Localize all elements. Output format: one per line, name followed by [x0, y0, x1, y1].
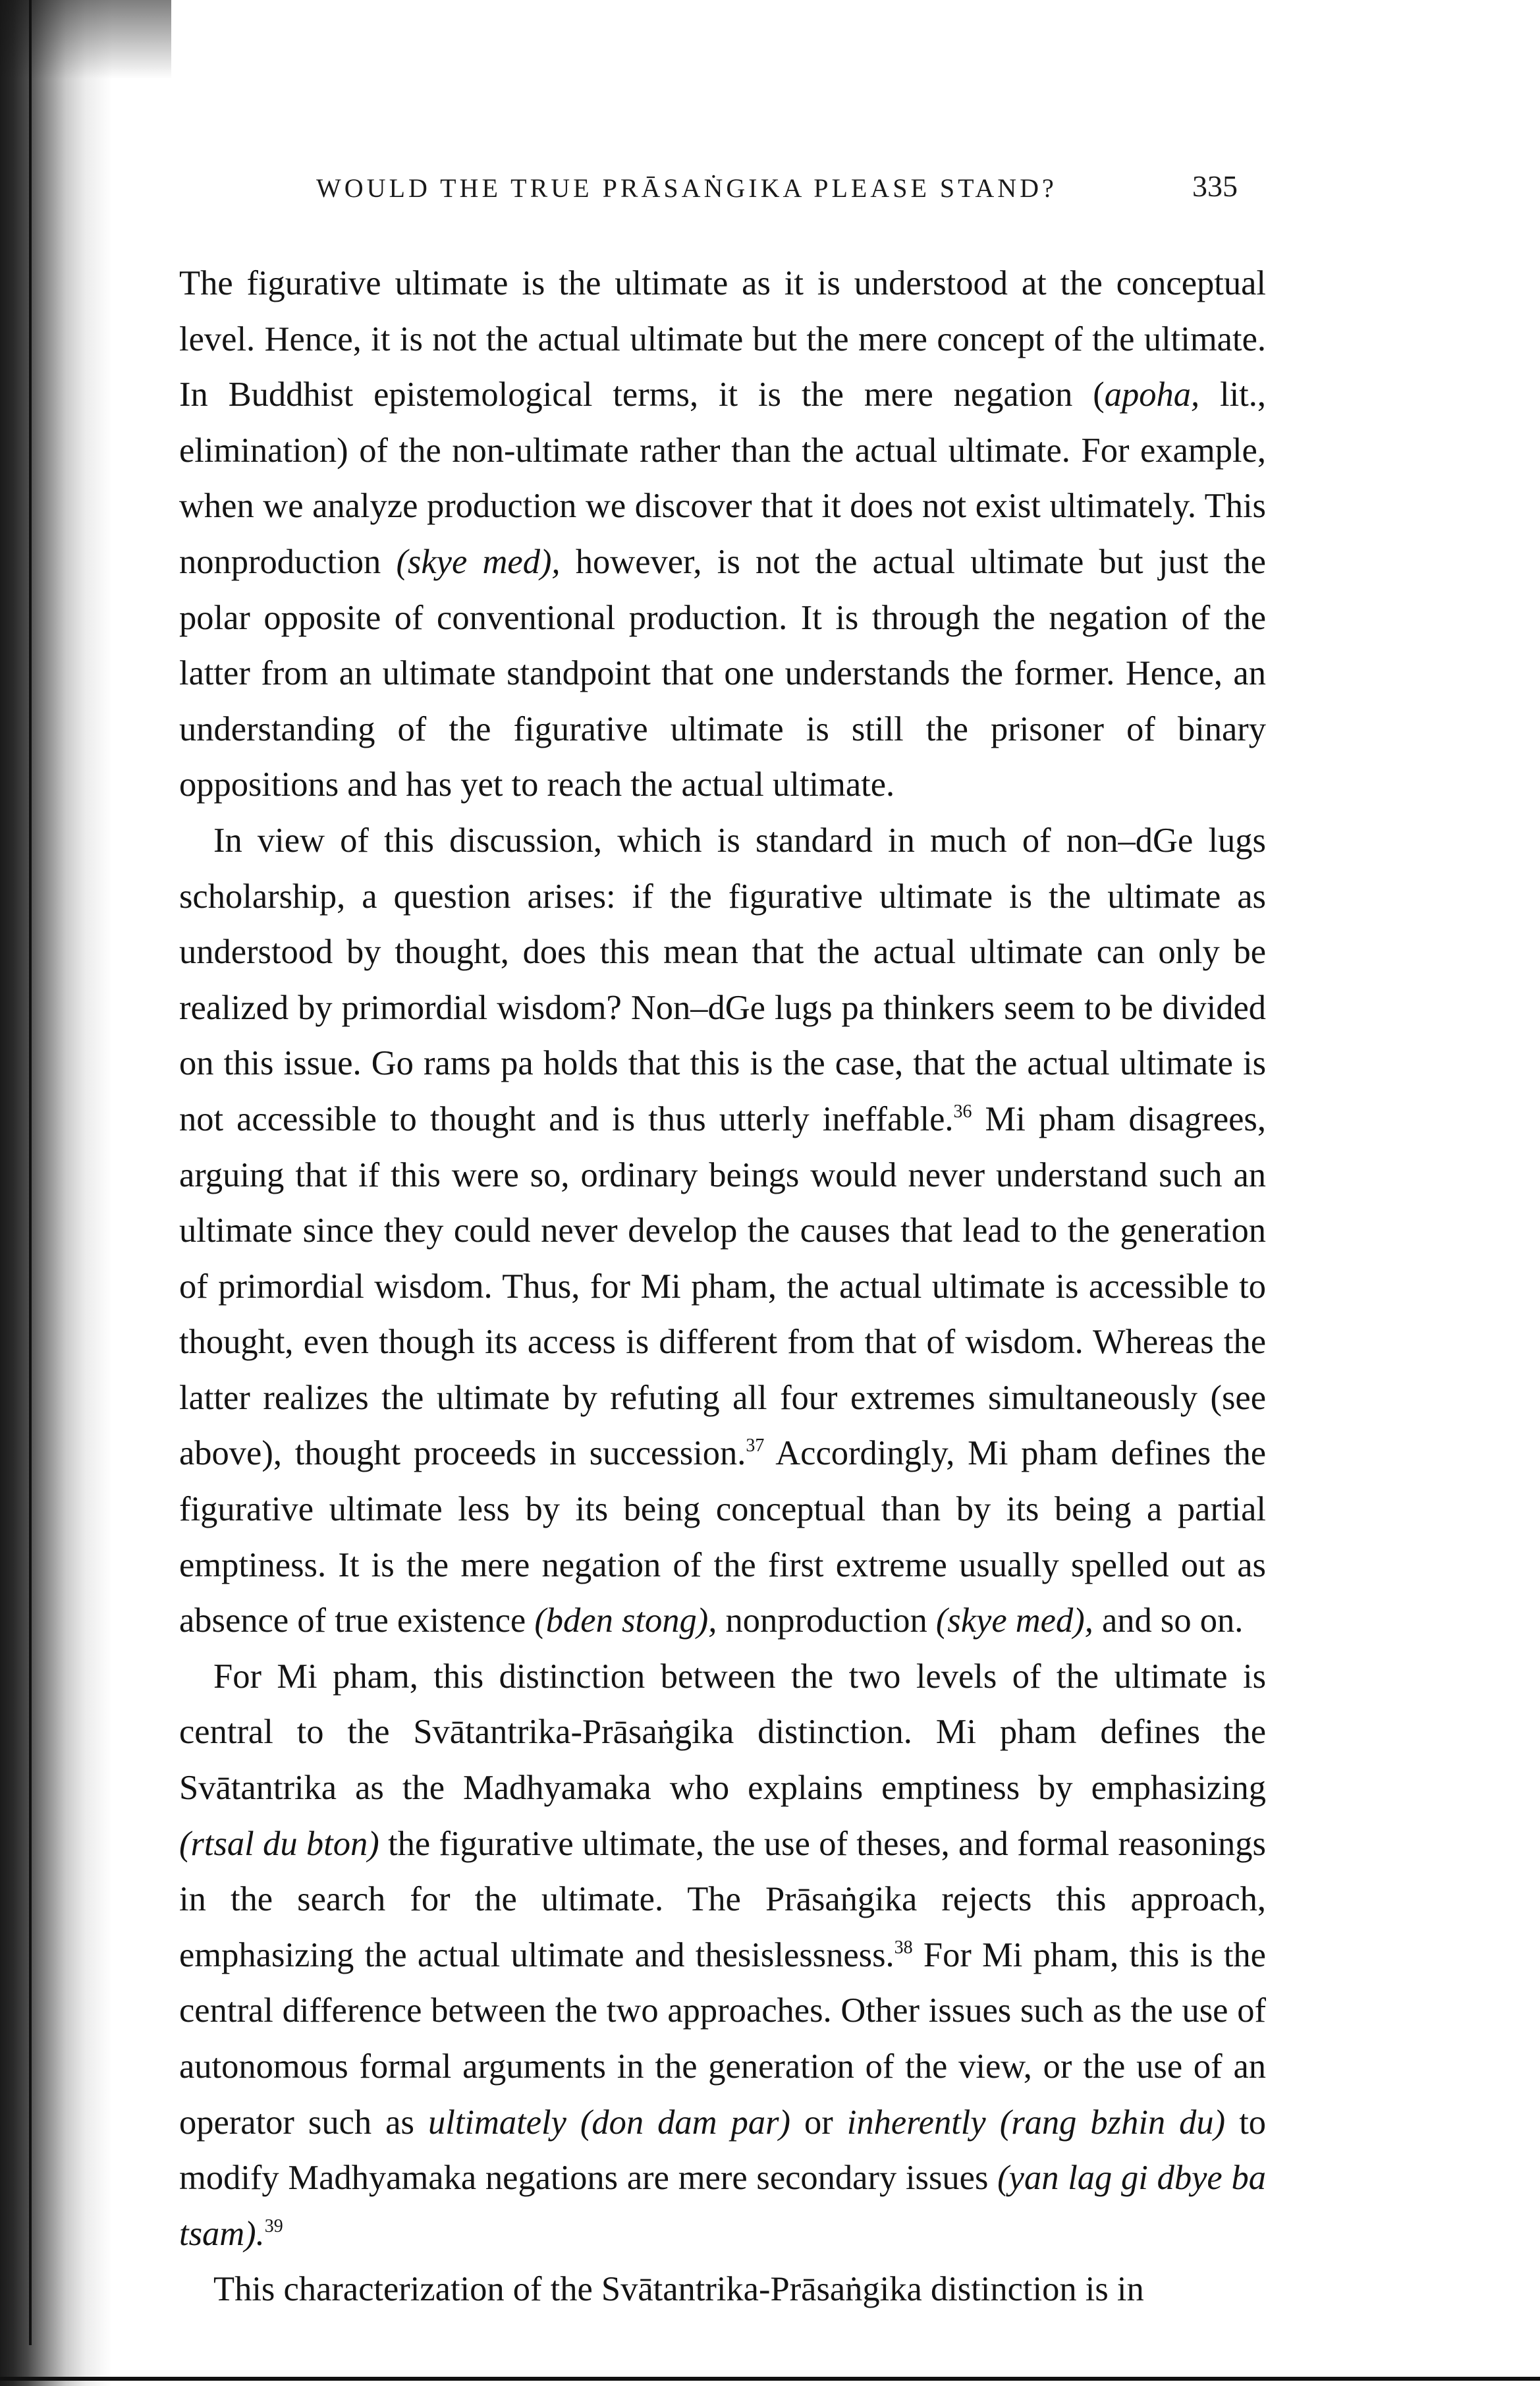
scan-corner-shadow	[0, 0, 171, 79]
body-text	[179, 256, 1266, 2317]
footnote-ref-37: 37	[746, 1435, 765, 1457]
footnote-ref-39: 39	[264, 2215, 283, 2236]
italic-term-don-dam-par: ultimately (don dam par)	[427, 2103, 791, 2142]
footnote-ref-36: 36	[953, 1101, 972, 1122]
page-number: 335	[1192, 169, 1238, 203]
paragraph-1: The figurative ultimate is the ultimate as it is understood at the conceptual level. Hence, it is not the actual ultimate but the mere concept of the ultimate. In Buddhist epistemological terms, it is the mere negation (apoha, lit., elimination) of the non-ultimate rather than the actual ultimate. For example, when we analyze production we discover that it does not exist ultimately. This nonproduction (skye med), however, is not the actual ultimate but just the polar opposite of conventional production. It is through the negation of the latter from an ultimate standpoint that one understands the former. Hence, an understanding of the figurative ultimate is still the prisoner of binary oppositions and has yet to reach the actual ultimate.	[179, 264, 1266, 804]
scan-binding-shadow	[0, 0, 112, 2386]
italic-term-rtsal-du-bton: (rtsal du bton)	[179, 1824, 379, 1863]
scan-spine-edge	[29, 0, 32, 2345]
paragraph-3: For Mi pham, this distinction between the two levels of the ultimate is central to the Svātantrika-Prāsaṅgika distinction. Mi pham defines the Svātantrika as the Madhyamaka who explains emptiness by emphasizing (rtsal du bton) the figurative ultimate, the use of theses, and formal reasonings in the search for the ultimate. The Prāsaṅgika rejects this approach, emphasizing the actual ultimate and thesislessness.$^{38}$ For Mi pham, this is the central difference between the two approaches. Other issues such as the use of autonomous formal arguments in the generation of the view, or the use of an operator such as ultimately (don dam par) or inherently (rang bzhin du) to modify Madhyamaka negations are mere secondary issues (yan lag gi dbye ba tsam).$^{39}$	[179, 1657, 1267, 2253]
scan-bottom-edge	[0, 2377, 1540, 2381]
italic-term-skye-med: (skye med),	[396, 542, 561, 581]
running-head: WOULD THE TRUE PRĀSAṄGIKA PLEASE STAND?	[316, 173, 1057, 203]
italic-term-yan-lag: (yan lag gi dbye ba tsam).	[179, 2159, 1266, 2253]
footnote-ref-38: 38	[894, 1937, 913, 1958]
paragraph-4: This characterization of the Svātantrika-Prāsaṅgika distinction is in	[213, 2270, 1144, 2309]
italic-term-bden-stong: (bden stong),	[534, 1601, 717, 1640]
paragraph-2: In view of this discussion, which is standard in much of non–dGe lugs scholarship, a question arises: if the figurative ultimate is the ultimate as understood by thought, does this mean that the actual ultimate can only be realized by primordial wisdom? Non–dGe lugs pa thinkers seem to be divided on this issue. Go rams pa holds that this is the case, that the actual ultimate is not accessible to thought and is thus utterly ineffable.$^{36}$ Mi pham disagrees, arguing that if this were so, ordinary beings would never understand such an ultimate since they could never develop the causes that lead to the generation of primordial wisdom. Thus, for Mi pham, the actual ultimate is accessible to thought, even though its access is different from that of wisdom. Whereas the latter realizes the ultimate by refuting all four extremes simultaneously (see above), thought proceeds in succession.$^{37}$ Accordingly, Mi pham defines the figurative ultimate less by its being conceptual than by its being a partial emptiness. It is the mere negation of the first extreme usually spelled out as absence of true existence (bden stong), nonproduction (skye med), and so on.	[179, 821, 1267, 1640]
italic-term-apoha: apoha,	[1104, 375, 1200, 414]
italic-term-skye-med-2: (skye med),	[935, 1601, 1093, 1640]
italic-term-rang-bzhin-du: inherently (rang bzhin du)	[846, 2103, 1226, 2142]
